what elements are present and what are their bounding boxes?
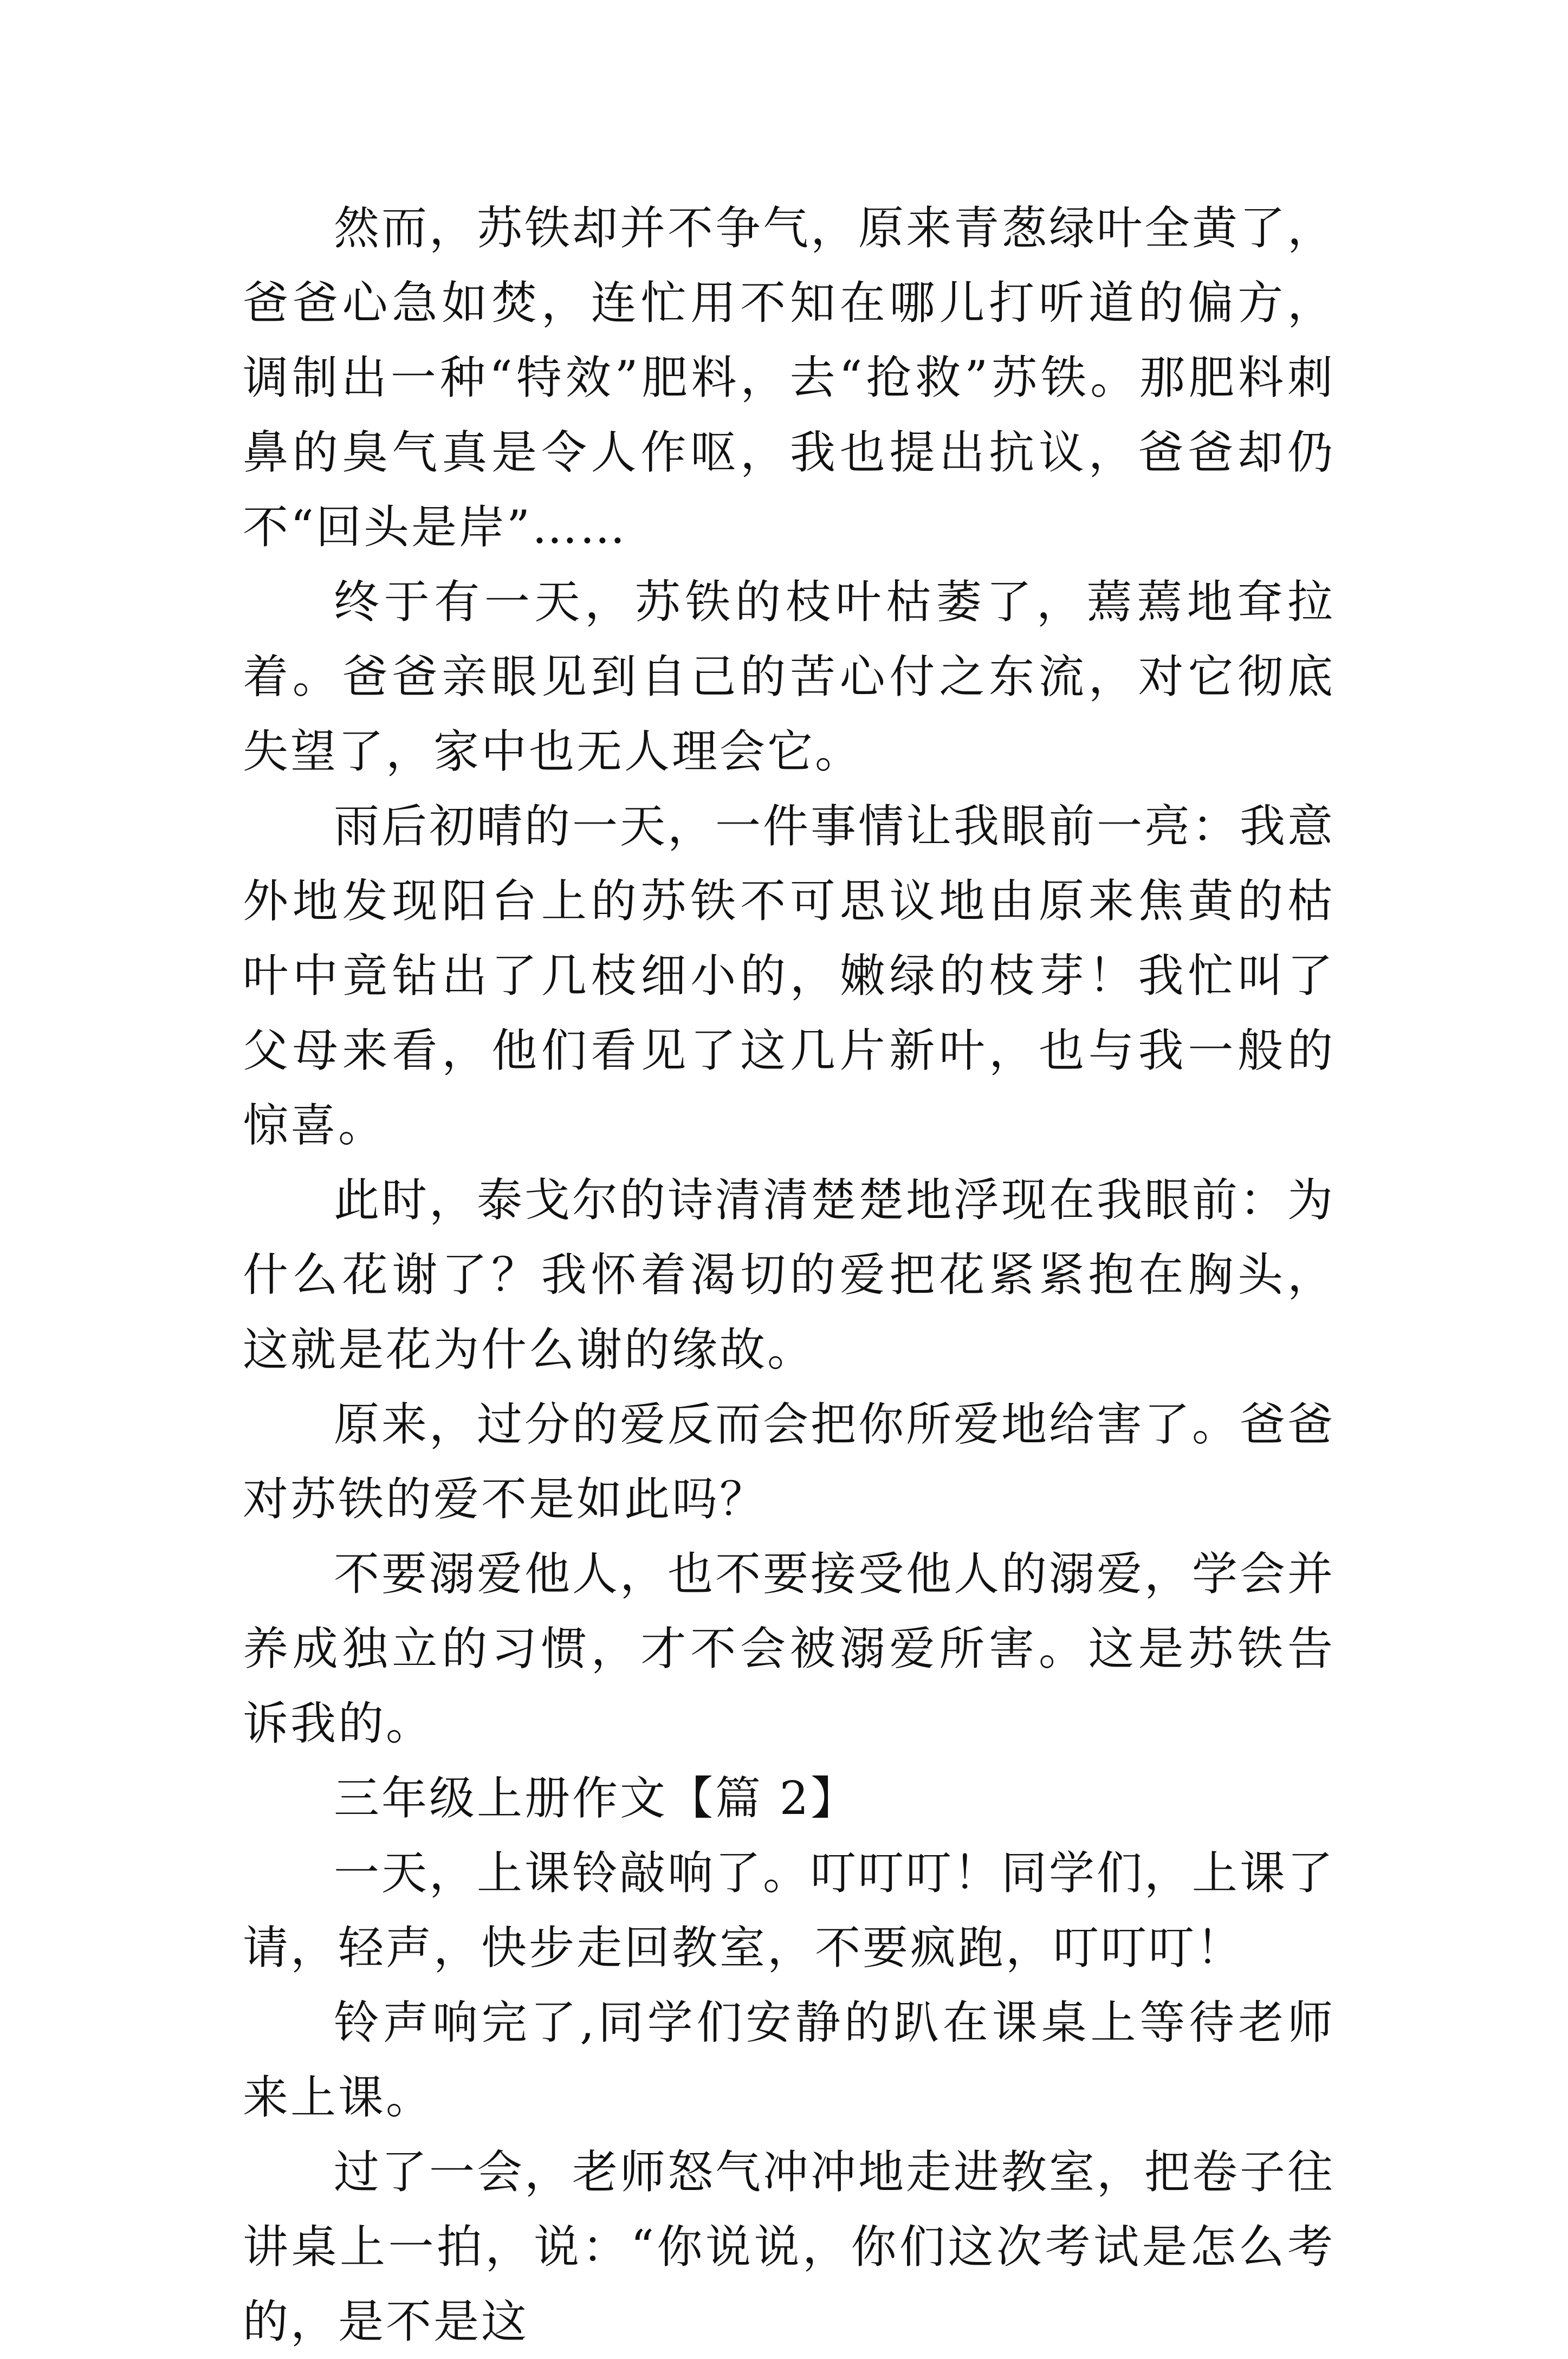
- paragraph-tagore-poem: 此时，泰戈尔的诗清清楚楚地浮现在我眼前：为什么花谢了？我怀着渴切的爱把花紧紧抱在胸头，这就是花为什么谢的缘故。: [243, 1174, 1336, 1376]
- paragraph-suti-withered: 终于有一天，苏铁的枝叶枯萎了，蔫蔫地耷拉着。爸爸亲眼见到自己的苦心付之东流，对它彻底失望了，家中也无人理会它。: [243, 575, 1335, 778]
- paragraph-school-bell: 一天，上课铃敲响了。叮叮叮！同学们，上课了请，轻声，快步走回教室，不要疯跑，叮叮叮！: [243, 1846, 1336, 1974]
- body-text: [243, 191, 1335, 2359]
- paragraph-waiting-teacher: 铃声响完了,同学们安静的趴在课桌上等待老师来上课。: [243, 1996, 1335, 2124]
- paragraph-lesson: 不要溺爱他人，也不要接受他人的溺爱，学会并养成独立的习惯，才不会被溺爱所害。这是苏铁告诉我的。: [243, 1547, 1336, 1750]
- paragraph-excessive-love: 原来，过分的爱反而会把你所爱地给害了。爸爸对苏铁的爱不是如此吗？: [243, 1398, 1336, 1526]
- paragraph-angry-teacher: 过了一会，老师怒气冲冲地走进教室，把卷子往讲桌上一拍，说：“你说说，你们这次考试是怎么考的，是不是这: [243, 2146, 1336, 2348]
- paragraph-new-sprouts: 雨后初晴的一天，一件事情让我眼前一亮：我意外地发现阳台上的苏铁不可思议地由原来焦黄的枯叶中竟钻出了几枝细小的，嫩绿的枝芽！我忙叫了父母来看，他们看见了这几片新叶，也与我一般的惊喜。: [243, 800, 1336, 1152]
- paragraph-suti-yellowing: 然而，苏铁却并不争气，原来青葱绿叶全黄了，爸爸心急如焚，连忙用不知在哪儿打听道的偏方，调制出一种“特效”肥料，去“抢救”苏铁。那肥料刺鼻的臭气真是令人作呕，我也提出抗议，爸爸却仍不“回头是岸”……: [243, 202, 1336, 554]
- essay-heading: 三年级上册作文【篇 2】: [334, 1772, 859, 1825]
